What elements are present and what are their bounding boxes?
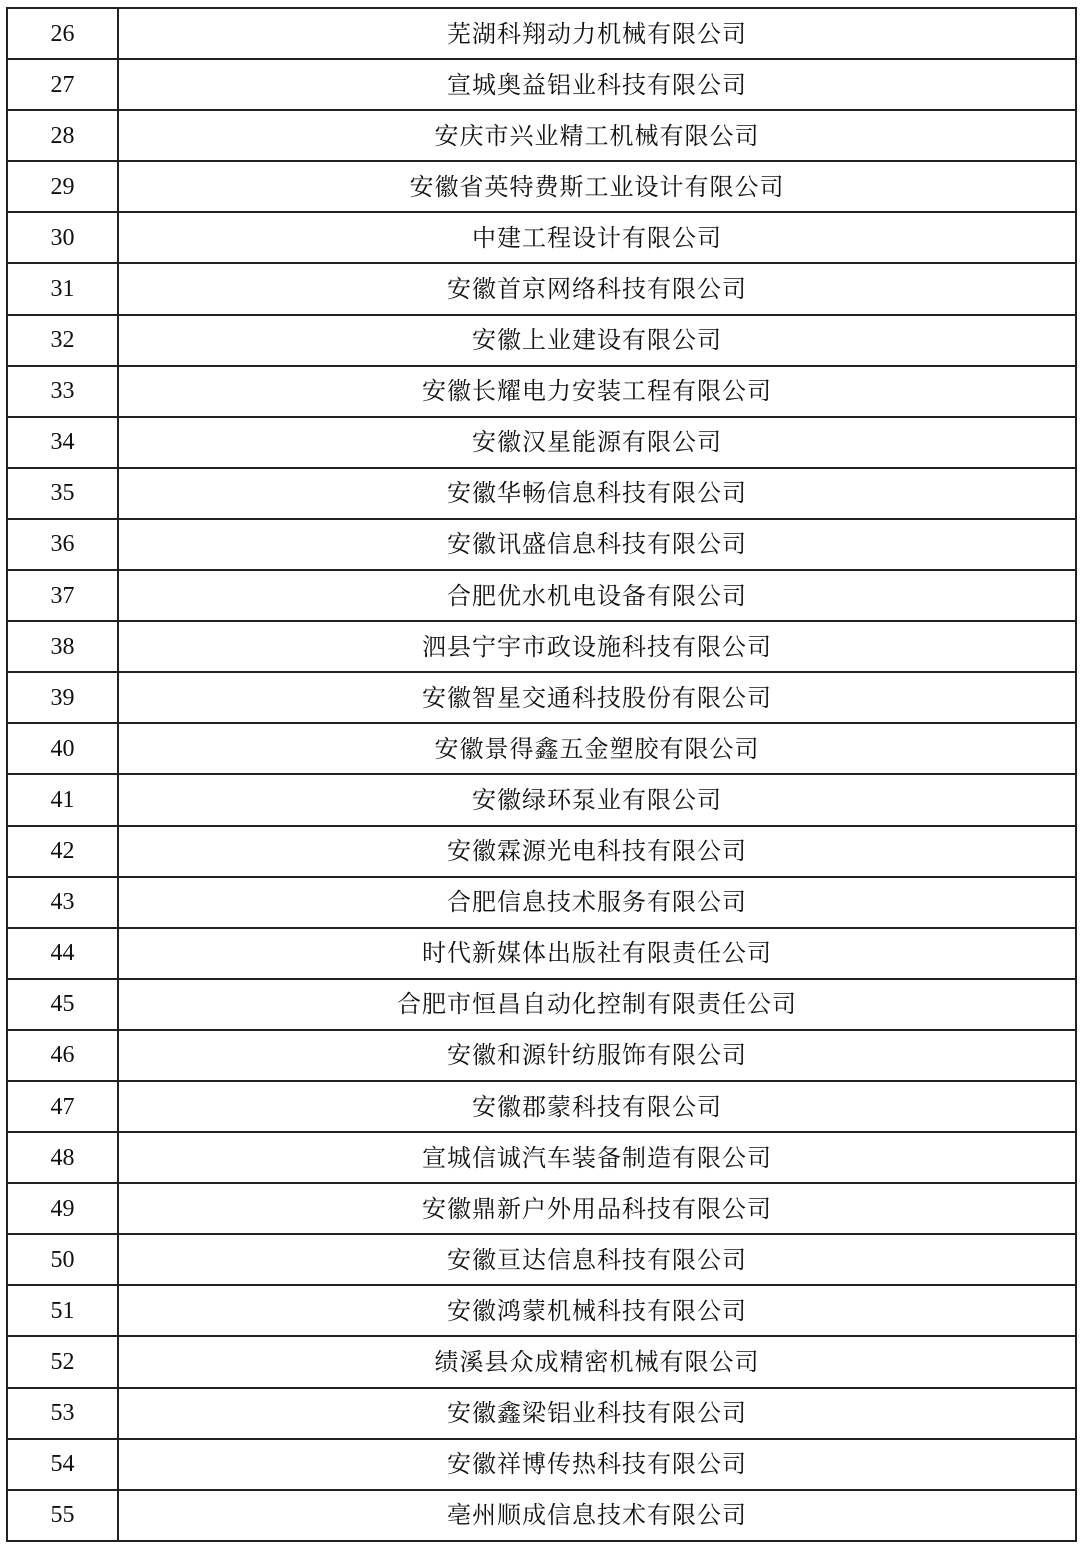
company-list-body [7, 8, 1076, 1541]
row-number: 49 [7, 1183, 118, 1234]
table-row [7, 928, 1076, 979]
row-number: 35 [7, 468, 118, 519]
row-number: 53 [7, 1388, 118, 1439]
row-number: 40 [7, 723, 118, 774]
company-name: 安徽霖源光电科技有限公司 [118, 826, 1076, 877]
company-name: 安徽讯盛信息科技有限公司 [118, 519, 1076, 570]
table-row [7, 161, 1076, 212]
company-name: 安徽长耀电力安装工程有限公司 [118, 366, 1076, 417]
row-number: 43 [7, 877, 118, 928]
table-row [7, 672, 1076, 723]
company-name: 安徽亘达信息科技有限公司 [118, 1234, 1076, 1285]
table-row [7, 366, 1076, 417]
row-number: 54 [7, 1439, 118, 1490]
company-name: 时代新媒体出版社有限责任公司 [118, 928, 1076, 979]
row-number: 48 [7, 1132, 118, 1183]
table-row [7, 1388, 1076, 1439]
table-row [7, 1336, 1076, 1387]
row-number: 31 [7, 263, 118, 314]
table-row [7, 417, 1076, 468]
table-row [7, 1081, 1076, 1132]
row-number: 47 [7, 1081, 118, 1132]
company-name: 安徽上业建设有限公司 [118, 315, 1076, 366]
row-number: 37 [7, 570, 118, 621]
row-number: 39 [7, 672, 118, 723]
row-number: 33 [7, 366, 118, 417]
table-row [7, 110, 1076, 161]
table-row [7, 774, 1076, 825]
row-number: 36 [7, 519, 118, 570]
company-list-table [6, 7, 1077, 1542]
company-name: 安徽省英特费斯工业设计有限公司 [118, 161, 1076, 212]
company-name: 合肥市恒昌自动化控制有限责任公司 [118, 979, 1076, 1030]
table-row [7, 621, 1076, 672]
row-number: 41 [7, 774, 118, 825]
table-row [7, 59, 1076, 110]
company-name: 安徽绿环泵业有限公司 [118, 774, 1076, 825]
table-row [7, 723, 1076, 774]
table-row [7, 1285, 1076, 1336]
table-row [7, 877, 1076, 928]
table-row [7, 1030, 1076, 1081]
company-name: 安徽祥博传热科技有限公司 [118, 1439, 1076, 1490]
row-number: 46 [7, 1030, 118, 1081]
row-number: 52 [7, 1336, 118, 1387]
table-row [7, 979, 1076, 1030]
row-number: 34 [7, 417, 118, 468]
table-row [7, 212, 1076, 263]
company-name: 安徽智星交通科技股份有限公司 [118, 672, 1076, 723]
row-number: 51 [7, 1285, 118, 1336]
table-row [7, 826, 1076, 877]
company-name: 安徽华畅信息科技有限公司 [118, 468, 1076, 519]
row-number: 30 [7, 212, 118, 263]
table-row [7, 519, 1076, 570]
table-row [7, 570, 1076, 621]
row-number: 32 [7, 315, 118, 366]
table-row [7, 263, 1076, 314]
row-number: 42 [7, 826, 118, 877]
table-row [7, 1183, 1076, 1234]
company-name: 合肥优水机电设备有限公司 [118, 570, 1076, 621]
company-name: 安徽鑫梁铝业科技有限公司 [118, 1388, 1076, 1439]
company-name: 合肥信息技术服务有限公司 [118, 877, 1076, 928]
table-row [7, 1234, 1076, 1285]
company-name: 宣城奥益铝业科技有限公司 [118, 59, 1076, 110]
row-number: 29 [7, 161, 118, 212]
company-name: 安徽鼎新户外用品科技有限公司 [118, 1183, 1076, 1234]
row-number: 55 [7, 1490, 118, 1541]
row-number: 44 [7, 928, 118, 979]
company-name: 绩溪县众成精密机械有限公司 [118, 1336, 1076, 1387]
company-name: 安徽鸿蒙机械科技有限公司 [118, 1285, 1076, 1336]
table-row [7, 8, 1076, 59]
table-row [7, 1490, 1076, 1541]
company-name: 宣城信诚汽车装备制造有限公司 [118, 1132, 1076, 1183]
table-row [7, 468, 1076, 519]
company-name: 安徽和源针纺服饰有限公司 [118, 1030, 1076, 1081]
row-number: 26 [7, 8, 118, 59]
company-name: 安庆市兴业精工机械有限公司 [118, 110, 1076, 161]
table-row [7, 1439, 1076, 1490]
table-row [7, 315, 1076, 366]
table-row [7, 1132, 1076, 1183]
company-name: 芜湖科翔动力机械有限公司 [118, 8, 1076, 59]
row-number: 45 [7, 979, 118, 1030]
company-name: 安徽郡蒙科技有限公司 [118, 1081, 1076, 1132]
row-number: 27 [7, 59, 118, 110]
row-number: 50 [7, 1234, 118, 1285]
company-name: 安徽汉星能源有限公司 [118, 417, 1076, 468]
company-name: 中建工程设计有限公司 [118, 212, 1076, 263]
row-number: 28 [7, 110, 118, 161]
company-name: 泗县宁宇市政设施科技有限公司 [118, 621, 1076, 672]
company-name: 安徽景得鑫五金塑胶有限公司 [118, 723, 1076, 774]
row-number: 38 [7, 621, 118, 672]
company-name: 亳州顺成信息技术有限公司 [118, 1490, 1076, 1541]
company-name: 安徽首京网络科技有限公司 [118, 263, 1076, 314]
